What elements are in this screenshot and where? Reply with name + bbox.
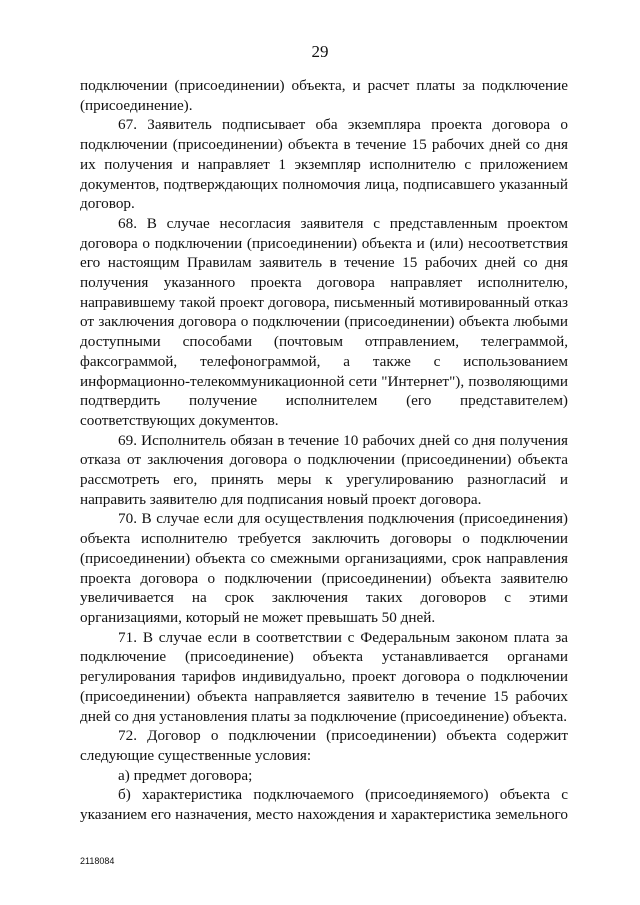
document-code: 2118084 bbox=[80, 856, 115, 866]
page-number: 29 bbox=[311, 42, 329, 61]
list-item-a: а) предмет договора; bbox=[118, 766, 253, 784]
paragraph-68: 68. В случае несогласия заявителя с представленным проектом договора о подключении (присоединении) объекта и (или) несоответствия его настоящим Правилам заявитель в течение 15 рабочих дней со дня получения указанного проекта договора направляет исполнителю, направившему такой проект договора, письменный мотивированный отказ от заключения договора о подключении (присоединении) объекта любыми доступными способами (почтовым отправлением, телеграммой, факсограммой, телефонограммой, а также с использованием информационно-телекоммуникационной сети "Интернет"), позволяющими подтвердить получение исполнителем (его представителем) соответствующих документов. bbox=[80, 214, 568, 429]
list-item-b: б) характеристика подключаемого (присоединяемого) объекта с указанием его назначения, место нахождения и характеристика земельного bbox=[80, 786, 568, 824]
paragraph-71: 71. В случае если в соответствии с Федеральным законом плата за подключение (присоединение) объекта устанавливается органами регулирования тарифов индивидуально, проект договора о подключении (присоединении) объекта направляется заявителю в течение 15 рабочих дней со дня установления платы за подключение (присоединение) объекта. bbox=[80, 628, 568, 725]
paragraph-continuation: подключении (присоединении) объекта, и расчет платы за подключение (присоединение). bbox=[80, 77, 568, 114]
paragraph-72: 72. Договор о подключении (присоединении) объекта содержит следующие существенные условия: bbox=[80, 727, 568, 764]
paragraph-69: 69. Исполнитель обязан в течение 10 рабочих дней со дня получения отказа от заключения договора о подключении (присоединении) объекта рассмотреть его, принять меры к урегулированию разногласий и направить заявителю для подписания новый проект договора. bbox=[80, 431, 568, 508]
paragraph-70: 70. В случае если для осуществления подключения (присоединения) объекта исполнителю требуется заключить договоры о подключении (присоединении) объекта со смежными организациями, срок направления проекта договора о подключении (присоединении) объекта заявителю увеличивается на срок заключения таких договоров с этими организациями, который не может превышать 50 дней. bbox=[80, 510, 568, 626]
document-body bbox=[80, 76, 568, 825]
paragraph-67: 67. Заявитель подписывает оба экземпляра проекта договора о подключении (присоединении) объекта в течение 15 рабочих дней со дня их получения и направляет 1 экземпляр исполнителю с приложением документов, подтверждающих полномочия лица, подписавшего указанный договор. bbox=[80, 116, 568, 213]
